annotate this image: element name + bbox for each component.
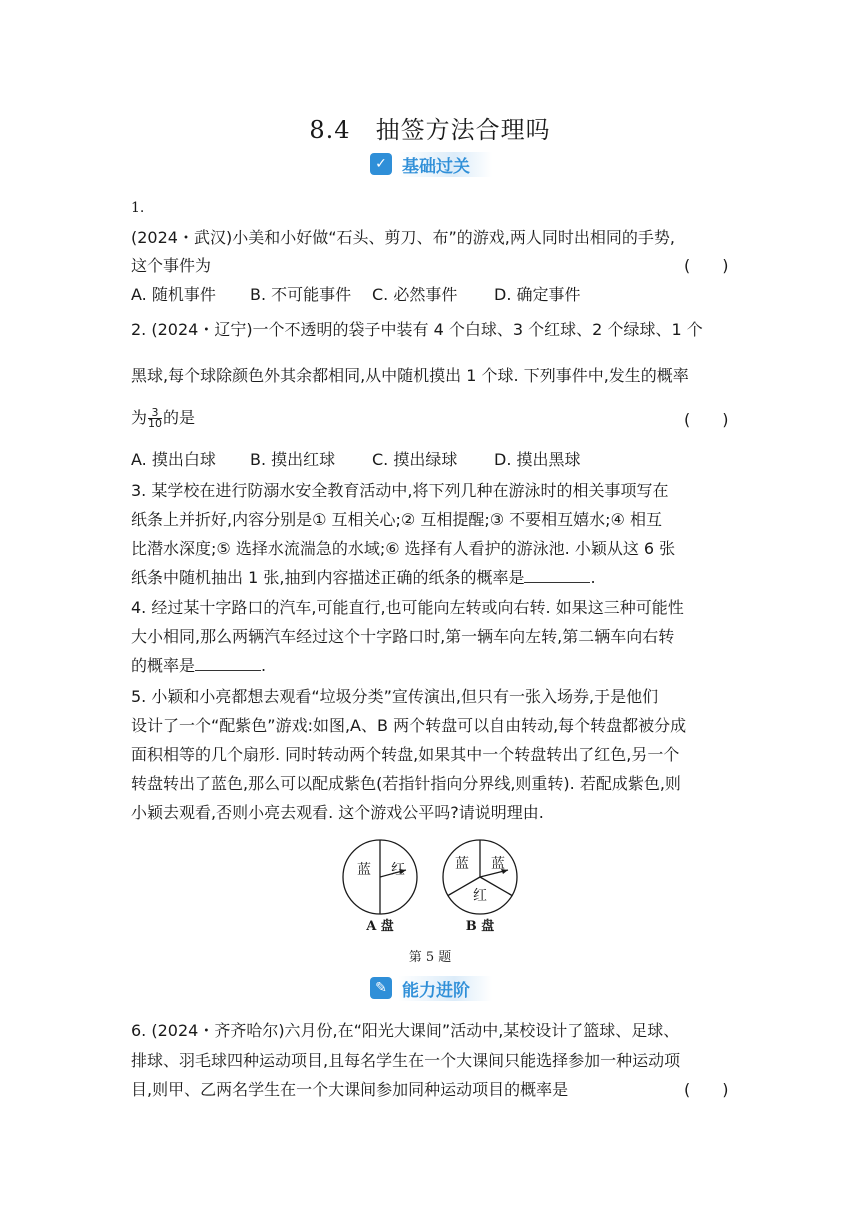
q2-option-c: C. 摸出绿球 <box>372 450 458 469</box>
q5-stem-line2: 设计了一个“配紫色”游戏:如图,A、B 两个转盘可以自由转动,每个转盘都被分成 <box>131 716 687 735</box>
q3-stem-line2: 纸条上并折好,内容分别是① 互相关心;② 互相提醒;③ 不要相互嬉水;④ 相互 <box>131 510 662 529</box>
q3-line4-text: 纸条中随机抽出 1 张,抽到内容描述正确的纸条的概率是 <box>131 568 525 587</box>
q4-stem-line1: 4. 经过某十字路口的汽车,可能直行,也可能向左转或向右转. 如果这三种可能性 <box>131 598 684 617</box>
q3-stem-line3: 比潜水深度;⑤ 选择水流湍急的水域;⑥ 选择有人看护的游泳池. 小颖从这 6 张 <box>131 539 676 558</box>
section-badge-advanced <box>370 975 492 1001</box>
answer-blank <box>195 656 261 671</box>
q1-answer-paren: ( ) <box>684 256 729 275</box>
q4-line3-end: . <box>261 656 267 675</box>
q1-option-d: D. 确定事件 <box>494 285 581 304</box>
spinner-b-label: B 盘 <box>465 919 495 934</box>
q3-stem-line1: 3. 某学校在进行防溺水安全教育活动中,将下列几种在游泳时的相关事项写在 <box>131 481 669 500</box>
q3-stem-line4 <box>131 568 596 588</box>
q6-stem-line2: 排球、羽毛球四种运动项目,且每名学生在一个大课间只能选择参加一种运动项 <box>131 1051 681 1070</box>
q6-stem-line3: 目,则甲、乙两名学生在一个大课间参加同种运动项目的概率是 <box>131 1080 569 1099</box>
sector-label: 红 <box>391 862 405 878</box>
pencil-icon: ✎ <box>370 977 392 999</box>
q2-answer-paren: ( ) <box>684 410 729 429</box>
q2-stem-line1: 2. (2024・辽宁)一个不透明的袋子中装有 4 个白球、3 个红球、2 个绿球、1 个 <box>131 320 703 339</box>
q1-option-a: A. 随机事件 <box>131 285 216 304</box>
q6-answer-paren: ( ) <box>684 1080 729 1099</box>
sector-label: 蓝 <box>357 862 371 878</box>
q1-number: 1. <box>131 200 145 216</box>
q2-option-d: D. 摸出黑球 <box>494 450 581 469</box>
q4-stem-line3 <box>131 656 266 676</box>
section-badge-basic <box>370 151 492 177</box>
q5-stem-line4: 转盘转出了蓝色,那么可以配成紫色(若指针指向分界线,则重转). 若配成紫色,则 <box>131 774 681 793</box>
q4-stem-line2: 大小相同,那么两辆汽车经过这个十字路口时,第一辆车向左转,第二辆车向右转 <box>131 627 675 646</box>
spinners-figure <box>330 832 530 940</box>
q3-line4-end: . <box>590 568 596 587</box>
q1-option-b: B. 不可能事件 <box>250 285 352 304</box>
sector-label: 红 <box>473 888 487 904</box>
q5-stem-line5: 小颖去观看,否则小亮去观看. 这个游戏公平吗?请说明理由. <box>131 803 544 822</box>
q1-stem-line1: (2024・武汉)小美和小好做“石头、剪刀、布”的游戏,两人同时出相同的手势, <box>131 228 675 247</box>
checkbox-icon: ✓ <box>370 153 392 175</box>
q1-option-c: C. 必然事件 <box>372 285 458 304</box>
q2-option-b: B. 摸出红球 <box>250 450 336 469</box>
q2-line3-post: 的是 <box>163 408 196 427</box>
page-title: 8.4 抽签方法合理吗 <box>309 116 551 144</box>
sector-label: 蓝 <box>491 856 505 872</box>
q2-option-a: A. 摸出白球 <box>131 450 216 469</box>
spinner-a-label: A 盘 <box>366 919 394 934</box>
spinner-b <box>443 840 517 934</box>
q6-stem-line1: 6. (2024・齐齐哈尔)六月份,在“阳光大课间”活动中,某校设计了篮球、足球、 <box>131 1021 680 1040</box>
q5-stem-line3: 面积相等的几个扇形. 同时转动两个转盘,如果其中一个转盘转出了红色,另一个 <box>131 745 680 764</box>
fraction <box>148 408 162 429</box>
fraction-denominator: 10 <box>148 417 163 430</box>
q5-stem-line1: 5. 小颖和小亮都想去观看“垃圾分类”宣传演出,但只有一张入场券,于是他们 <box>131 687 659 706</box>
section-title-basic: 基础过关 <box>398 152 492 177</box>
answer-blank <box>524 568 590 583</box>
q2-stem-line2: 黑球,每个球除颜色外其余都相同,从中随机摸出 1 个球. 下列事件中,发生的概率 <box>131 366 689 385</box>
q2-line3-pre: 为 <box>131 408 148 427</box>
spinner-a <box>343 840 417 934</box>
figure-caption: 第 5 题 <box>408 950 452 965</box>
q4-line3-text: 的概率是 <box>131 656 196 675</box>
sector-label: 蓝 <box>455 856 469 872</box>
q2-stem-line3 <box>131 408 195 429</box>
q1-stem-line2: 这个事件为 <box>131 256 212 275</box>
fraction-numerator: 3 <box>148 408 162 419</box>
section-title-advanced: 能力进阶 <box>398 976 492 1001</box>
